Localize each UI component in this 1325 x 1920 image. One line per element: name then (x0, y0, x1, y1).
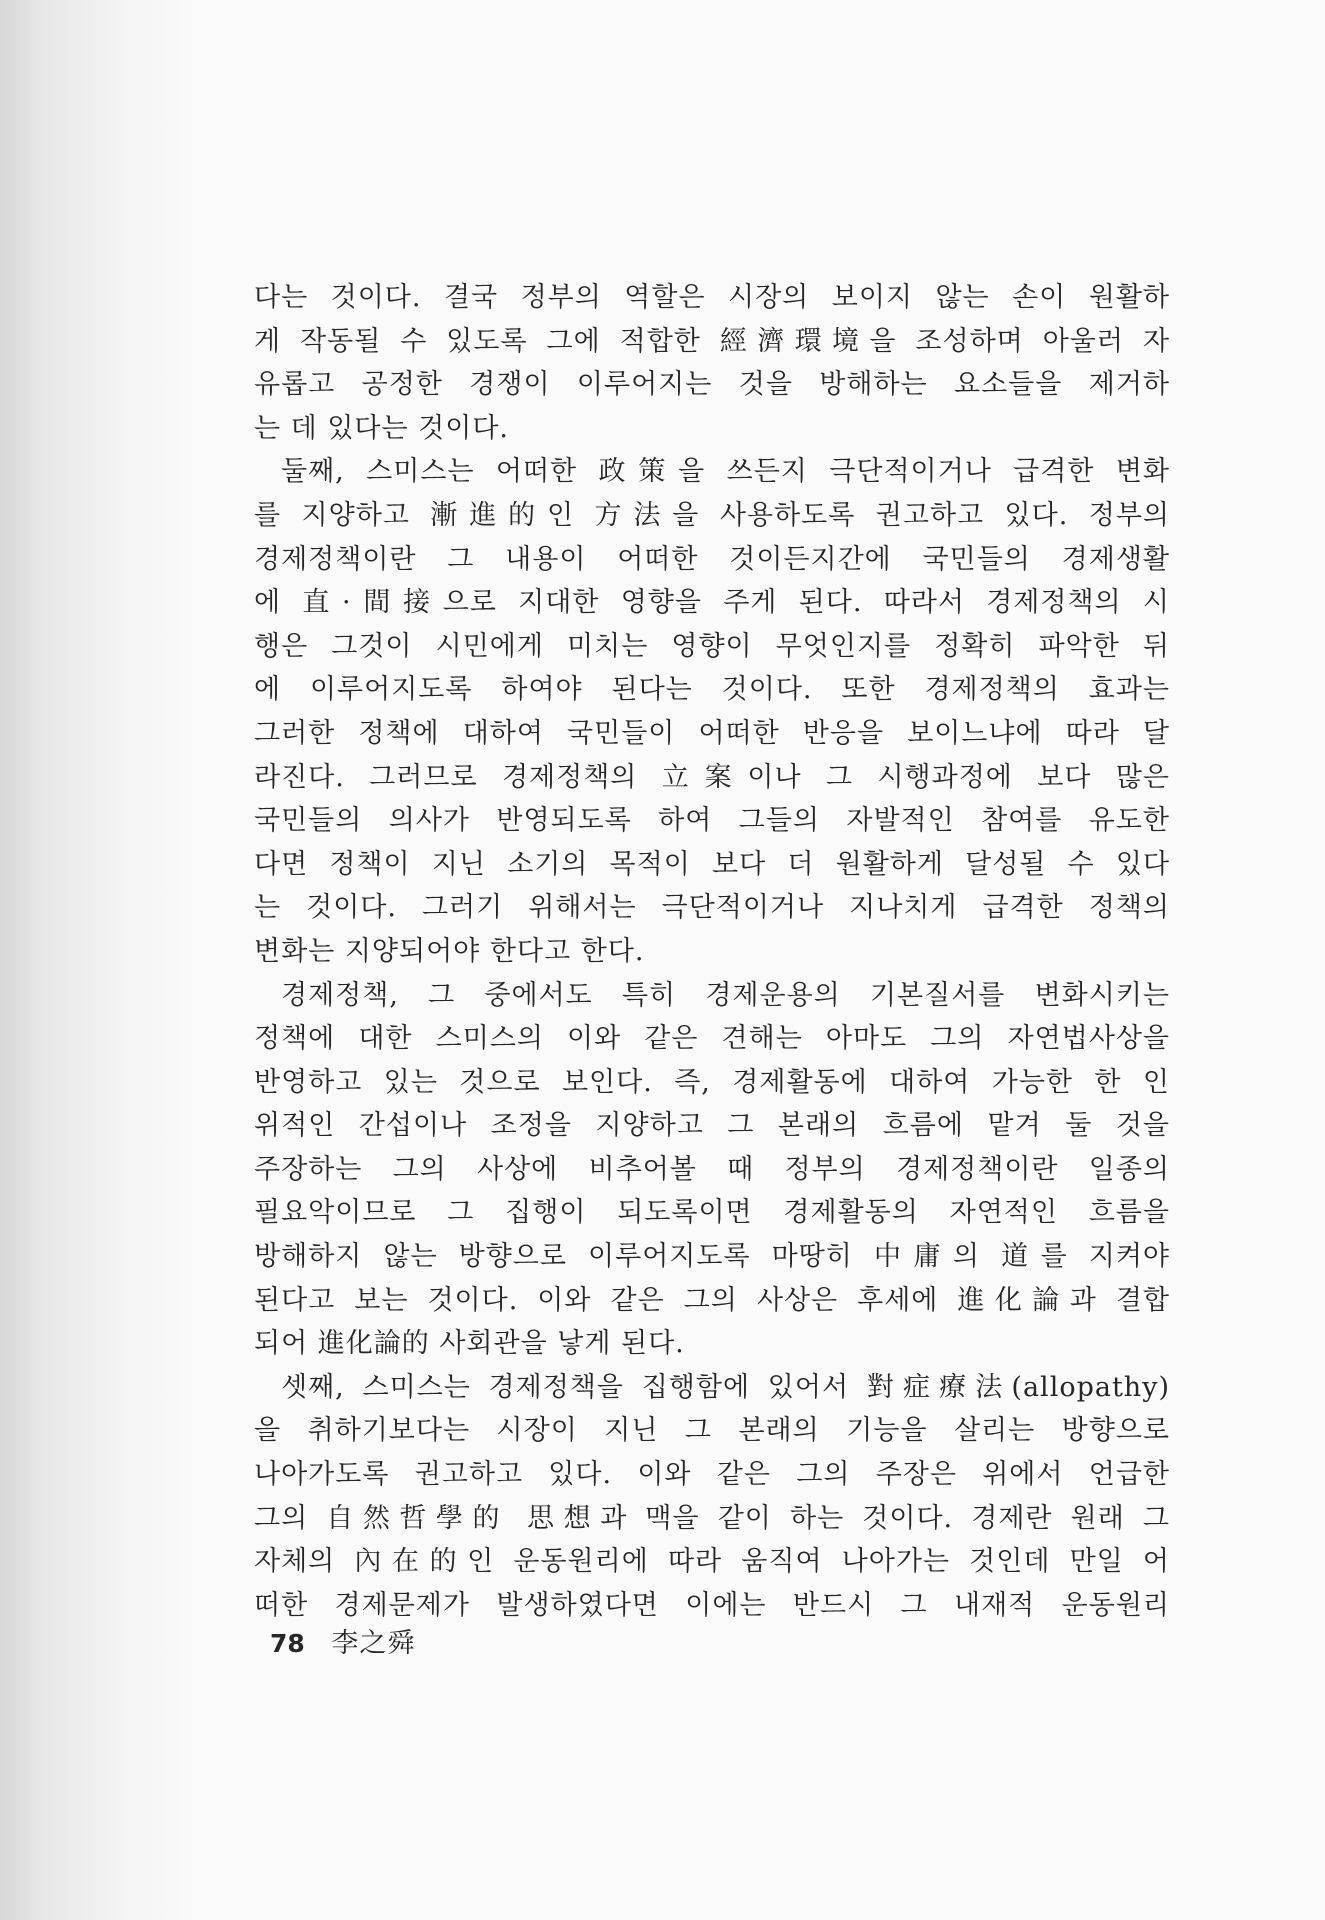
page-footer (270, 1626, 415, 1662)
text-line: 국민들의 의사가 반영되도록 하여 그들의 자발적인 참여를 유도한 (254, 805, 1170, 837)
text-line: 떠한 경제문제가 발생하였다면 이에는 반드시 그 내재적 운동원리 (254, 1589, 1170, 1621)
text-line: 반영하고 있는 것으로 보인다. 즉, 경제활동에 대하여 가능한 한 인 (254, 1066, 1170, 1098)
text-line: 다면 정책이 지닌 소기의 목적이 보다 더 원활하게 달성될 수 있다 (254, 848, 1170, 880)
text-line: 을 취하기보다는 시장이 지닌 그 본래의 기능을 살리는 방향으로 (254, 1415, 1170, 1447)
text-line: 필요악이므로 그 집행이 되도록이면 경제활동의 자연적인 흐름을 (254, 1197, 1170, 1229)
text-line: 정책에 대한 스미스의 이와 같은 견해는 아마도 그의 자연법사상을 (254, 1023, 1170, 1055)
body-text (254, 276, 1170, 1627)
text-line: 행은 그것이 시민에게 미치는 영향이 무엇인지를 정확히 파악한 뒤 (254, 630, 1170, 662)
text-line: 유롭고 공정한 경쟁이 이루어지는 것을 방해하는 요소들을 제거하 (254, 369, 1170, 401)
text-line: 는 것이다. 그러기 위해서는 극단적이거나 지나치게 급격한 정책의 (254, 892, 1170, 924)
text-line: 된다고 보는 것이다. 이와 같은 그의 사상은 후세에 進化論과 결합 (254, 1284, 1170, 1316)
text-line: 경제정책이란 그 내용이 어떠한 것이든지간에 국민들의 경제생활 (254, 543, 1170, 575)
author-name: 李之舜 (331, 1628, 416, 1659)
paragraph-start-line: 둘째, 스미스는 어떠한 政策을 쓰든지 극단적이거나 급격한 변화 (281, 456, 1170, 488)
text-line: 주장하는 그의 사상에 비추어볼 때 정부의 경제정책이란 일종의 (254, 1153, 1170, 1185)
text-line: 라진다. 그러므로 경제정책의 立案이나 그 시행과정에 보다 많은 (254, 761, 1170, 793)
text-line: 는 데 있다는 것이다. (254, 412, 509, 444)
text-line: 되어 進化論的 사회관을 낳게 된다. (254, 1328, 685, 1360)
text-line: 나아가도록 권고하고 있다. 이와 같은 그의 주장은 위에서 언급한 (254, 1459, 1170, 1491)
page-number: 78 (270, 1629, 305, 1658)
text-line: 에 이루어지도록 하여야 된다는 것이다. 또한 경제정책의 효과는 (254, 674, 1170, 706)
text-line: 를 지양하고 漸進的인 方法을 사용하도록 권고하고 있다. 정부의 (254, 499, 1170, 531)
text-line: 게 작동될 수 있도록 그에 적합한 經濟環境을 조성하며 아울러 자 (254, 325, 1170, 357)
text-line: 변화는 지양되어야 한다고 한다. (254, 935, 645, 967)
paragraph-start-line: 경제정책, 그 중에서도 특히 경제운용의 기본질서를 변화시키는 (281, 979, 1170, 1011)
text-line: 에 直·間接으로 지대한 영향을 주게 된다. 따라서 경제정책의 시 (254, 587, 1170, 619)
text-line: 자체의 內在的인 운동원리에 따라 움직여 나아가는 것인데 만일 어 (254, 1546, 1170, 1578)
text-line: 다는 것이다. 결국 정부의 역할은 시장의 보이지 않는 손이 원활하 (254, 282, 1170, 313)
text-line: 방해하지 않는 방향으로 이루어지도록 마땅히 中庸의 道를 지켜야 (254, 1241, 1170, 1273)
binding-shadow (0, 0, 200, 1920)
text-line: 위적인 간섭이나 조정을 지양하고 그 본래의 흐름에 맡겨 둘 것을 (254, 1110, 1170, 1142)
text-line: 그러한 정책에 대하여 국민들이 어떠한 반응을 보이느냐에 따라 달 (254, 717, 1170, 749)
text-line: 그의 自然哲學的 思想과 맥을 같이 하는 것이다. 경제란 원래 그 (254, 1502, 1170, 1534)
paragraph-start-line: 셋째, 스미스는 경제정책을 집행함에 있어서 對症療法(allopathy) (281, 1371, 1170, 1403)
